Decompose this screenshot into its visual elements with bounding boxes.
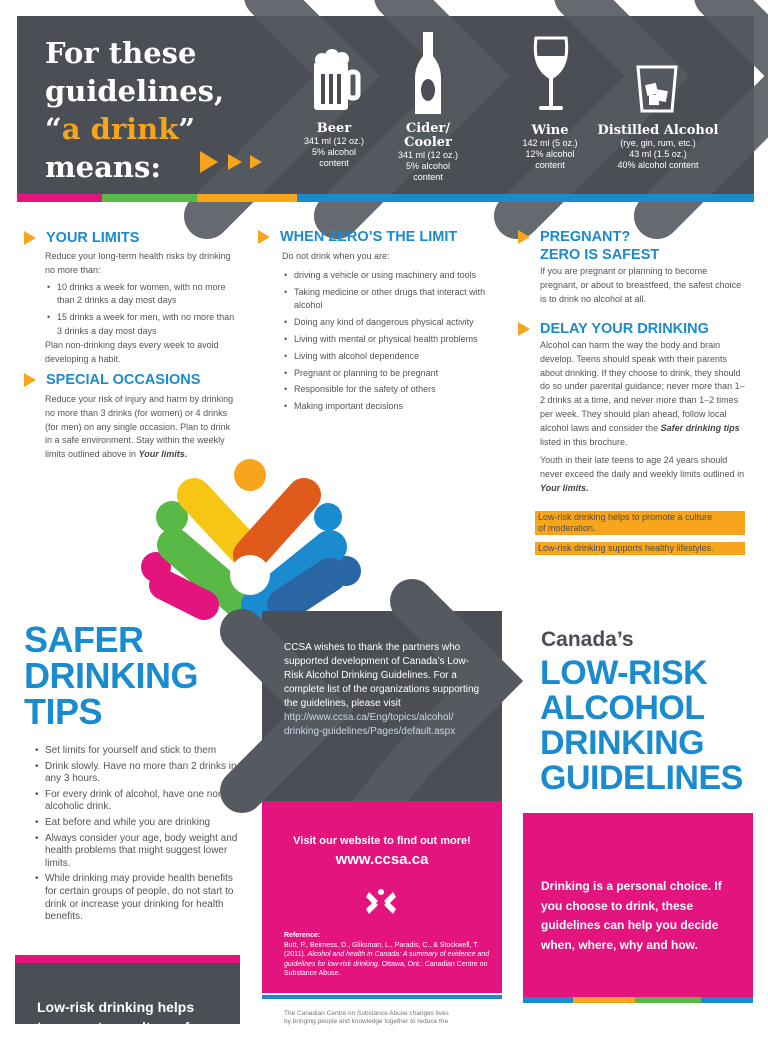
list-item: • Always consider your age, body weight and health problems that might suggest lower limits. xyxy=(33,833,239,871)
banner-color-bar xyxy=(17,194,754,202)
reference: Reference: Butt, P., Beirness, D., Gliksman, L., Paradis, C., & Stockwell, T. (2011). Alcohol and health in Canada: A summary of evidence and guidelines for low-risk drinking. Ottawa, Ont.: Canadian Centre on Substance Abuse. xyxy=(284,932,490,977)
cover-choice-panel xyxy=(523,813,753,997)
delay-body: Alcohol can harm the way the body and brain develop. Teens should speak with their parents about drinking. If they choose to drink, they should do so under parental guidance; never more than 1–2 drinks at a time, and never more than 1–2 times per week. They should plan ahead, follow local alcohol laws and consider the Safer drinking tips listed in this brochure. Youth in their late teens to age 24 years should never exceed the daily and weekly limits outlined in Your limits. xyxy=(540,340,745,493)
your-limits-heading: YOUR LIMITS xyxy=(24,229,139,247)
list-item: • Responsible for the safety of others xyxy=(282,383,494,397)
triangle-bullet-icon xyxy=(518,322,530,336)
list-item: • For every drink of alcohol, have one non-alcoholic drink. xyxy=(33,789,239,814)
special-occasions-body: Reduce your risk of injury and harm by drinking no more than 3 drinks (for women) or 4 drinks (for men) on any single occasion. Plan to drink in a safe environment. Stay within the weekly limits outlined above in Your limits. xyxy=(45,394,234,460)
moderation-tag: Low-risk drinking helps to promote a culture of moderation. xyxy=(535,511,745,535)
zero-limit-heading: WHEN ZERO’S THE LIMIT xyxy=(258,228,457,246)
zero-limit-body: Do not drink when you are: • driving a vehicle or using machinery and tools • Taking medicine or other drugs that interact with alcohol • Doing any kind of dangerous physical activity • Living with mental or physical health problems • Living with alcohol dependence • Pregnant or planning to be pregnant • Responsible for the safety of others • Making important decisions xyxy=(282,250,494,414)
left-bottom-panel xyxy=(15,955,240,1035)
list-item: • Eat before and while you are drinking xyxy=(33,817,239,830)
website-link[interactable]: www.ccsa.ca xyxy=(335,851,429,868)
safer-tips-list xyxy=(33,745,239,924)
blue-rule xyxy=(262,995,502,999)
triangle-bullet-icon xyxy=(24,231,36,245)
your-limits-body: Reduce your long-term health risks by drinking no more than: • 10 drinks a week for women, with no more than 2 drinks a day most days • 15 drinks a week for men, with no more than 3 drinks a day most days Plan non-drinking days every week to avoid developing a habit. xyxy=(45,250,237,366)
ccsa-panel xyxy=(262,611,502,999)
visit-text: Visit our website to find out more! xyxy=(293,835,471,847)
drink-cider-cooler: Cider/ Cooler 341 ml (12 oz.) 5% alcohol content xyxy=(397,121,459,182)
wine-glass-icon xyxy=(531,36,571,116)
banner-title: For these guidelines, “a drink” means: xyxy=(45,36,225,184)
list-item: • Taking medicine or other drugs that interact with alcohol xyxy=(282,286,494,314)
cover-color-bar xyxy=(523,997,753,1003)
beer-mug-icon xyxy=(310,50,360,114)
triangle-bullet-icon xyxy=(258,230,270,244)
pink-strip xyxy=(15,955,240,963)
pregnant-body: If you are pregnant or planning to become pregnant, or about to breastfeed, the safest choice is to drink no alcohol at all. xyxy=(540,266,742,304)
list-item: • Living with mental or physical health problems xyxy=(282,333,494,347)
drink-definition-banner xyxy=(17,16,754,194)
arrows-icon xyxy=(200,151,280,173)
list-item: • 10 drinks a week for women, with no more than 2 drinks a day most days xyxy=(45,281,237,309)
special-occasions-heading: SPECIAL OCCASIONS xyxy=(24,371,200,389)
list-item: • 15 drinks a week for men, with no more than 3 drinks a day most days xyxy=(45,311,237,339)
list-item: • driving a vehicle or using machinery and tools xyxy=(282,269,494,283)
delay-heading: DELAY YOUR DRINKING xyxy=(518,320,709,338)
list-item: • Set limits for yourself and stick to them xyxy=(33,745,239,758)
pregnant-heading: PREGNANT? ZERO IS SAFEST xyxy=(518,228,659,264)
list-item: • While drinking may provide health benefits for certain groups of people, do not start to drink or increase your drinking for health benefits. xyxy=(33,873,239,923)
bottle-icon xyxy=(413,30,443,116)
drink-distilled-alcohol: Distilled Alcohol (rye, gin, rum, etc.) 43 ml (1.5 oz.) 40% alcohol content xyxy=(597,123,719,170)
list-item: • Making important decisions xyxy=(282,400,494,414)
ccsa-thanks-text: CCSA wishes to thank the partners who supported development of Canada’s Low-Risk Alcohol Drinking Guidelines. For a complete list of the organizations supporting the guidelines, please visit http://www.ccsa.ca/Eng/topics/alcohol/ drinking-guidelines/Pages/default.aspx xyxy=(284,642,480,737)
list-item: • Pregnant or planning to be pregnant xyxy=(282,367,494,381)
safer-tips-title: SAFER DRINKING TIPS xyxy=(24,619,198,732)
list-item: • Doing any kind of dangerous physical activity xyxy=(282,316,494,330)
guidelines-link-cont[interactable]: drinking-guidelines/Pages/default.aspx xyxy=(284,726,456,737)
cover-title: LOW-RISK ALCOHOL DRINKING GUIDELINES xyxy=(540,654,743,797)
list-item: • Living with alcohol dependence xyxy=(282,350,494,364)
ccsa-footer: The Canadian Centre on Substance Abuse changes lives by bringing people and knowledge together to reduce the xyxy=(284,1010,449,1025)
list-item: • Drink slowly. Have no more than 2 drinks in any 3 hours. xyxy=(33,761,239,786)
triangle-bullet-icon xyxy=(24,373,36,387)
triangle-bullet-icon xyxy=(518,230,530,244)
drink-wine: Wine 142 ml (5 oz.) 12% alcohol content xyxy=(522,123,578,170)
guidelines-link[interactable]: http://www.ccsa.ca/Eng/topics/alcohol/ xyxy=(284,712,454,723)
drink-beer: Beer 341 ml (12 oz.) 5% alcohol content xyxy=(303,121,365,168)
ccsa-logo-graphic xyxy=(134,455,366,595)
ccsa-website-block xyxy=(262,801,502,993)
ccsa-mini-logo-icon xyxy=(366,889,396,917)
ccsa-thanks-block xyxy=(262,611,502,801)
rocks-glass-icon xyxy=(635,64,679,114)
personal-choice-text: Drinking is a personal choice. If you choose to drink, these guidelines can help you decide when, where, why and how. xyxy=(541,879,722,952)
a-drink-highlight: a drink xyxy=(61,112,179,146)
canadas-label: Canada’s xyxy=(541,628,634,651)
bottom-callout: Low-risk drinking helps to promote a culture of xyxy=(37,999,195,1035)
healthy-lifestyles-tag: Low-risk drinking supports healthy lifestyles. xyxy=(535,542,745,555)
